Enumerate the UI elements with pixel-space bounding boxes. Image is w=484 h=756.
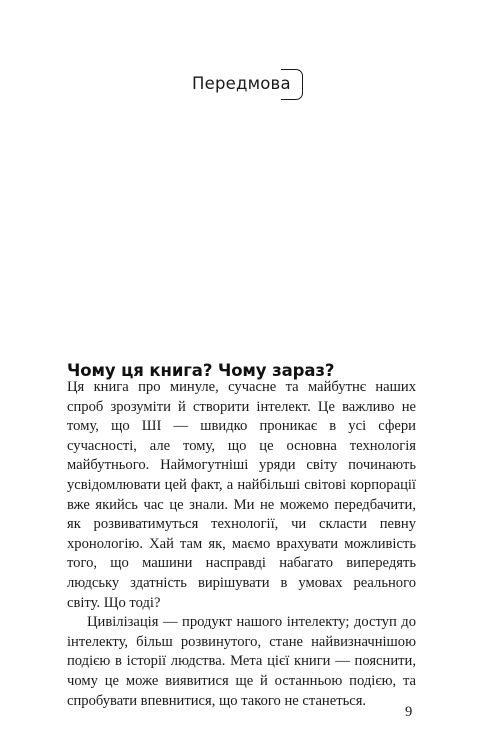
paragraph-2: Цивілізація — продукт нашого інтелекту; доступ до інтелекту, більш розвинутого, стане найвизначнішою подією в історії людства. Мета цієї книги — пояснити, чому це може виявитися ще й останньою подією, та спробувати впевнитися, що такого не станеться. (67, 614, 416, 709)
chapter-title: Передмова (192, 74, 291, 93)
paragraph-1: Ця книга про минуле, сучасне та майбутнє наших спроб зрозуміти й створити інтелект. Це важливо не тому, що ШІ — швидко проникає в усі сфери сучасності, але тому, що це основна технологія майбутнього. Наймогутніші уряди світу починають усвідомлювати цей факт, а найбільші світові корпорації вже якийсь час це знали. Ми не можемо передбачити, як розвиватимуться технології, чи скласти певну хронологію. Хай там як, маємо врахувати можливість того, що машини насправді набагато випередять людську здатність вирішувати в умовах реального світу. Що тоді? (67, 379, 416, 611)
chapter-header (186, 69, 303, 100)
page-number: 9 (405, 704, 413, 720)
section-heading: Чому ця книга? Чому зараз? (67, 360, 335, 380)
body-text (67, 378, 416, 711)
